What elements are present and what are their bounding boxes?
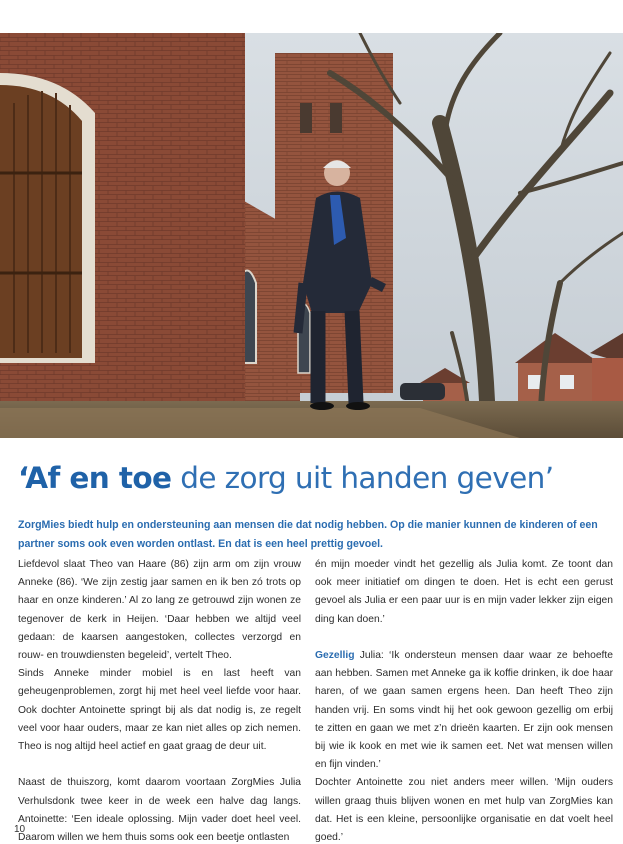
body-paragraph: Dochter Antoinette zou niet anders meer willen. ‘Mijn ouders willen graag thuis blijven wonen en met hulp van ZorgMies kan dat. Het is een kleine, persoonlijke organisatie en dat voelt heel goed.’	[315, 777, 613, 844]
body-paragraph: Sinds Anneke minder mobiel is en last heeft van geheugenproblemen, zorgt hij met heel veel liefde voor haar. Ook dochter Antoinette springt bij als dat nodig is, ze regelt veel voor haar ouders, maar ze kan niet alles op zich nemen. Theo is nog altijd heel actief en gaat graag de deur uit.	[18, 668, 301, 753]
section-lead: Gezellig	[315, 650, 355, 661]
page-number: 10	[14, 824, 26, 835]
hero-photo-illustration	[0, 33, 623, 438]
body-paragraph: Naast de thuiszorg, komt daarom voortaan ZorgMies Julia Verhulsdonk twee keer in de week een halve dag langs. Antoinette: ‘Een ideale oplossing. Mijn vader doet heel veel. Daarom willen we hem thuis soms ook een beetje ontlasten	[18, 777, 301, 844]
article-column-right	[315, 556, 613, 844]
article-column-left	[18, 556, 301, 844]
body-paragraph: én mijn moeder vindt het gezellig als Julia komt. Ze toont dan ook meer initiatief om dingen te doen. Het is echt een gerust gevoel als Julia er een paar uur is en mijn vader lekker zijn eigen ding kan doen.’	[315, 559, 613, 625]
page-title-bold: ‘Af en toe	[18, 461, 172, 495]
body-paragraph: Liefdevol slaat Theo van Haare (86) zijn arm om zijn vrouw Anneke (86). ‘We zijn zestig jaar samen en ik ben zó trots op haar en onze kinderen.’ Al zo lang ze getrouwd zijn wonen ze tegenover de kerk in Heijen. ‘Daar hebben we altijd veel gedaan: de kaarsen aangestoken, collectes verzorgd en rouw- en trouwdiensten begeleid’, vertelt Theo.	[18, 559, 301, 662]
page-title	[18, 458, 618, 498]
body-text: Julia: ‘Ik ondersteun mensen daar waar ze behoefte aan hebben. Samen met Anneke ga ik koffie drinken, ik doe haar haren, of we gaan samen ergens heen. Dan heeft Theo zijn handen vrij. En soms vindt hij het ook gewoon gezellig om erbij te zitten en gaan we met z’n drieën kaarten. Er zijn ook mensen bij wie ik kook en met wie ik samen eet. Net wat mensen willen en fijn vinden.’	[315, 650, 613, 771]
hero-photo	[0, 33, 623, 438]
body-paragraph	[315, 647, 613, 774]
intro-paragraph: ZorgMies biedt hulp en ondersteuning aan mensen die dat nodig hebben. Op die manier kunnen de kinderen of een partner soms ook even worden ontlast. En dat is een heel prettig gevoel.	[18, 519, 598, 550]
page-title-light: de zorg uit handen geven’	[171, 461, 554, 495]
